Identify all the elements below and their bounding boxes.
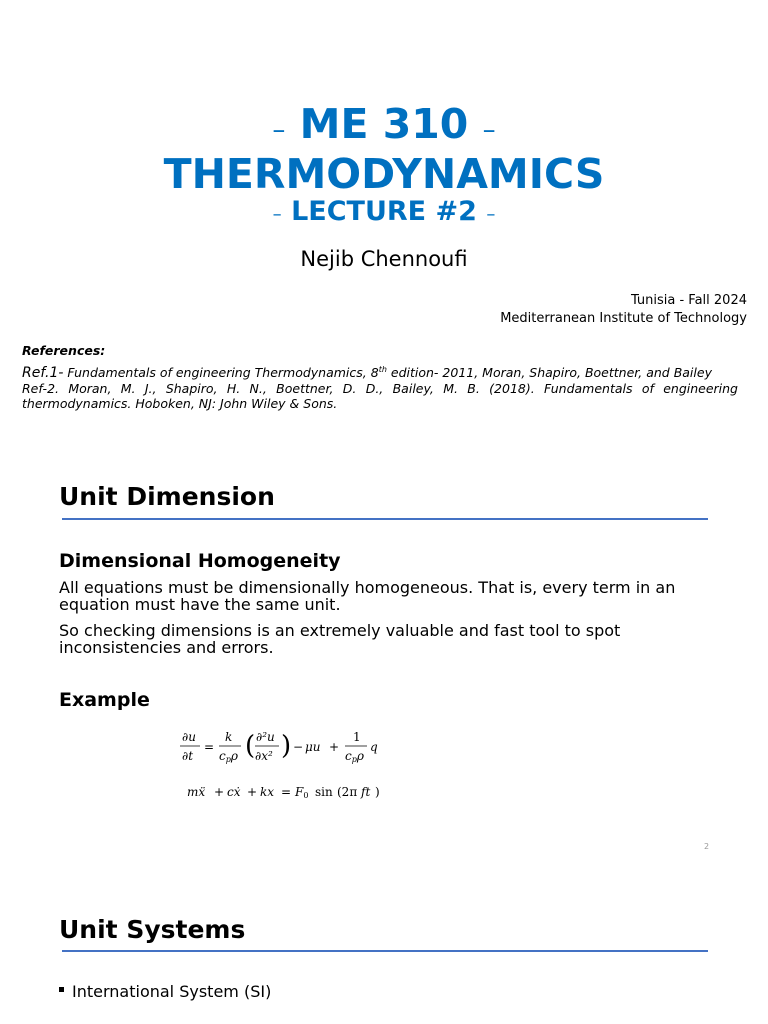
paragraph-checking: So checking dimensions is an extremely valuable and fast tool to spot inconsistencies and errors.: [59, 621, 621, 657]
svg-text:−: −: [293, 740, 304, 754]
svg-text:+: +: [329, 740, 340, 754]
section-divider: [62, 518, 708, 520]
svg-text:F0: F0: [295, 785, 309, 800]
svg-text:=: =: [204, 740, 215, 754]
institution-name: Mediterranean Institute of Technology: [500, 311, 747, 326]
section-heading-unit-systems: Unit Systems: [59, 915, 246, 944]
location-term: Tunisia - Fall 2024: [630, 293, 747, 308]
title-course: – ME 310 –: [272, 100, 496, 148]
references-list: [22, 362, 738, 411]
svg-text:kx: kx: [260, 785, 275, 799]
bullet-square-icon: [59, 987, 64, 992]
svg-text:(2π: (2π: [337, 785, 358, 799]
svg-text:+: +: [247, 785, 258, 799]
title-lecture: – LECTURE #2 –: [272, 196, 496, 227]
page-number: 2: [704, 842, 710, 851]
svg-text:sin: sin: [315, 785, 333, 799]
svg-text:∂x²: ∂x²: [255, 749, 273, 763]
svg-text:∂t: ∂t: [182, 749, 194, 763]
svg-text:q: q: [370, 740, 378, 754]
author-name: Nejib Chennoufi: [300, 247, 468, 271]
svg-text:+: +: [214, 785, 225, 799]
svg-text:): ): [375, 785, 380, 799]
svg-text:cẋ: cẋ: [227, 785, 241, 799]
svg-text:∂u: ∂u: [182, 730, 196, 744]
svg-text:): ): [281, 731, 292, 761]
example-equations: [175, 724, 390, 809]
svg-text:cpρ: cpρ: [345, 749, 364, 764]
svg-text:1: 1: [353, 730, 361, 744]
paragraph-homogeneity: All equations must be dimensionally homogeneous. That is, every term in an equation must have the same unit.: [59, 578, 676, 614]
subheading-dimensional-homogeneity: Dimensional Homogeneity: [59, 550, 341, 572]
bullet-item-si: International System (SI): [59, 982, 271, 1002]
svg-text:k: k: [225, 730, 233, 744]
references-label: References:: [22, 343, 106, 358]
svg-text:∂²u: ∂²u: [256, 730, 275, 744]
section-divider: [62, 950, 708, 952]
svg-text:mẍ: mẍ: [187, 785, 206, 799]
svg-text:ft: ft: [361, 785, 371, 799]
section-heading-unit-dimension: Unit Dimension: [59, 482, 275, 511]
reference-2: Ref-2. Moran, M. J., Shapiro, H. N., Boettner, D. D., Bailey, M. B. (2018). Fundamentals of engineering thermodynamics. Hoboken, NJ: John Wiley & Sons.: [22, 381, 738, 412]
svg-text:μu: μu: [305, 740, 321, 754]
svg-text:cpρ: cpρ: [219, 749, 238, 764]
svg-text:=: =: [281, 785, 292, 799]
reference-1: Ref.1- Fundamentals of engineering Thermodynamics, 8th edition- 2011, Moran, Shapiro, Boettner, and Bailey: [22, 365, 712, 382]
subheading-example: Example: [59, 689, 150, 711]
title-subject: THERMODYNAMICS: [163, 150, 605, 198]
svg-text:(: (: [245, 731, 256, 761]
